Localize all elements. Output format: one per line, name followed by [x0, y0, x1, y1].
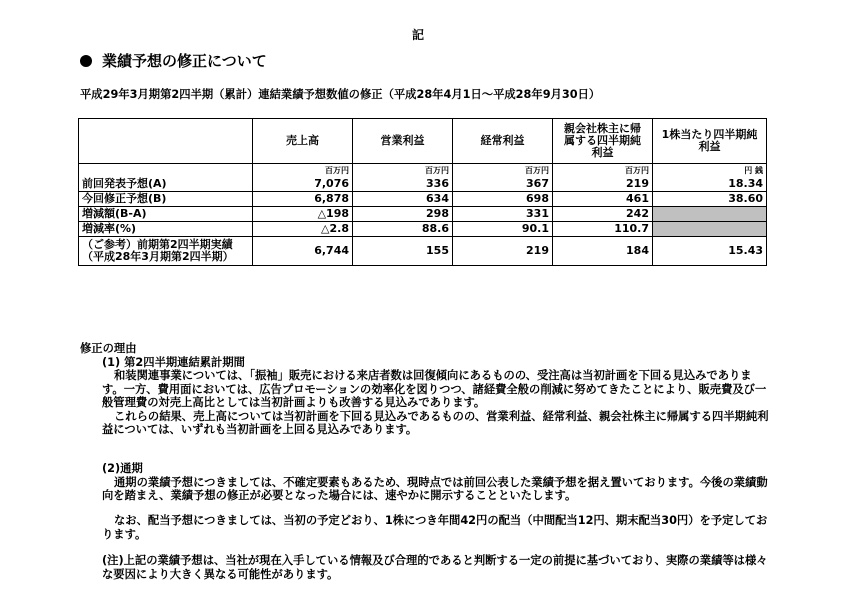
- unit-cell: 円 銭: [653, 164, 767, 177]
- cell-value: 6,744: [253, 236, 353, 265]
- cell-value: 242: [553, 206, 653, 221]
- table-row: [79, 206, 767, 221]
- fullyear-section: [80, 462, 770, 503]
- reference-label-line1: （ご参考）前期第2四半期実績: [82, 237, 233, 251]
- cell-value: 461: [553, 191, 653, 206]
- cell-value: 698: [453, 191, 553, 206]
- row-label: 今回修正予想(B): [79, 191, 253, 206]
- cell-value: △2.8: [253, 221, 353, 236]
- shaded-cell: [653, 221, 767, 236]
- section-2-paragraph-1: 通期の業績予想につきましては、不確定要素もあるため、現時点では前回公表した業績予想を据え置いております。今後の業績動向を踏まえ、業績予想の修正が必要となった場合には、速やかに開示することといたします。: [102, 475, 768, 502]
- section-heading-text: 業績予想の修正について: [102, 52, 267, 70]
- table-row: [79, 221, 767, 236]
- row-label: 増減率(%): [79, 221, 253, 236]
- column-header: 営業利益: [353, 119, 453, 164]
- unit-cell: 百万円: [353, 164, 453, 177]
- column-header: 親会社株主に帰属する四半期純利益: [553, 119, 653, 164]
- cell-value: △198: [253, 206, 353, 221]
- header-empty: [79, 119, 253, 164]
- cell-value: 219: [453, 236, 553, 265]
- dividend-paragraph: なお、配当予想につきましては、当初の予定どおり、1株につき年間42円の配当（中間配当12円、期末配当30円）を予定しております。: [102, 514, 768, 541]
- cell-value: 18.34: [653, 176, 767, 191]
- column-header: 1株当たり四半期純利益: [653, 119, 767, 164]
- table-row: [79, 176, 767, 191]
- reference-label: [79, 236, 253, 265]
- section-1-title: (1) 第2四半期連結累計期間: [102, 355, 245, 369]
- table-header-row: [79, 119, 767, 164]
- unit-cell: 百万円: [553, 164, 653, 177]
- cell-value: 331: [453, 206, 553, 221]
- ki-mark: 記: [412, 28, 425, 42]
- column-header: 売上高: [253, 119, 353, 164]
- cell-value: 298: [353, 206, 453, 221]
- column-header: 経常利益: [453, 119, 553, 164]
- reference-label-line2: （平成28年3月期第2四半期）: [82, 249, 234, 263]
- cell-value: 219: [553, 176, 653, 191]
- cell-value: 88.6: [353, 221, 453, 236]
- cell-value: 7,076: [253, 176, 353, 191]
- section-1-paragraph-1: 和装関連事業については、「振袖」販売における来店者数は回復傾向にあるものの、受注高は当初計画を下回る見込みであります。一方、費用面においては、広告プロモーションの効率化を図りつつ、諸経費全般の削減に努めてきたことにより、販売費及び一般管理費の対売上高比としては当初計画よりも改善する見込みであります。: [102, 369, 767, 409]
- bullet-icon: [80, 55, 92, 67]
- row-label: 前回発表予想(A): [79, 176, 253, 191]
- reference-row: [79, 236, 767, 265]
- unit-cell: 百万円: [253, 164, 353, 177]
- cell-value: 90.1: [453, 221, 553, 236]
- table-subtitle: 平成29年3月期第2四半期（累計）連結業績予想数値の修正（平成28年4月1日～平成28年9月30日）: [80, 88, 601, 101]
- row-label: 増減額(B-A): [79, 206, 253, 221]
- unit-cell: 百万円: [453, 164, 553, 177]
- forecast-table: [78, 118, 767, 266]
- cell-value: 367: [453, 176, 553, 191]
- section-2-title: (2)通期: [102, 462, 143, 475]
- cell-value: 38.60: [653, 191, 767, 206]
- units-empty: [79, 164, 253, 177]
- shaded-cell: [653, 206, 767, 221]
- disclaimer-note: (注)上記の業績予想は、当社が現在入手している情報及び合理的であると判断する一定の前提に基づいており、実際の業績等は様々な要因により大きく異なる可能性があります。: [102, 554, 768, 581]
- cell-value: 184: [553, 236, 653, 265]
- reasons-section: [80, 342, 770, 437]
- cell-value: 15.43: [653, 236, 767, 265]
- cell-value: 6,878: [253, 191, 353, 206]
- reasons-title: 修正の理由: [80, 342, 137, 355]
- cell-value: 155: [353, 236, 453, 265]
- units-row: [79, 164, 767, 177]
- disclaimer-section: [80, 554, 770, 581]
- cell-value: 110.7: [553, 221, 653, 236]
- cell-value: 336: [353, 176, 453, 191]
- dividend-section: [80, 514, 770, 541]
- section-1-paragraph-2: これらの結果、売上高については当初計画を下回る見込みであるものの、営業利益、経常利益、親会社株主に帰属する四半期純利益については、いずれも当初計画を上回る見込みであります。: [102, 409, 769, 436]
- section-heading: [80, 50, 267, 71]
- cell-value: 634: [353, 191, 453, 206]
- table-row: [79, 191, 767, 206]
